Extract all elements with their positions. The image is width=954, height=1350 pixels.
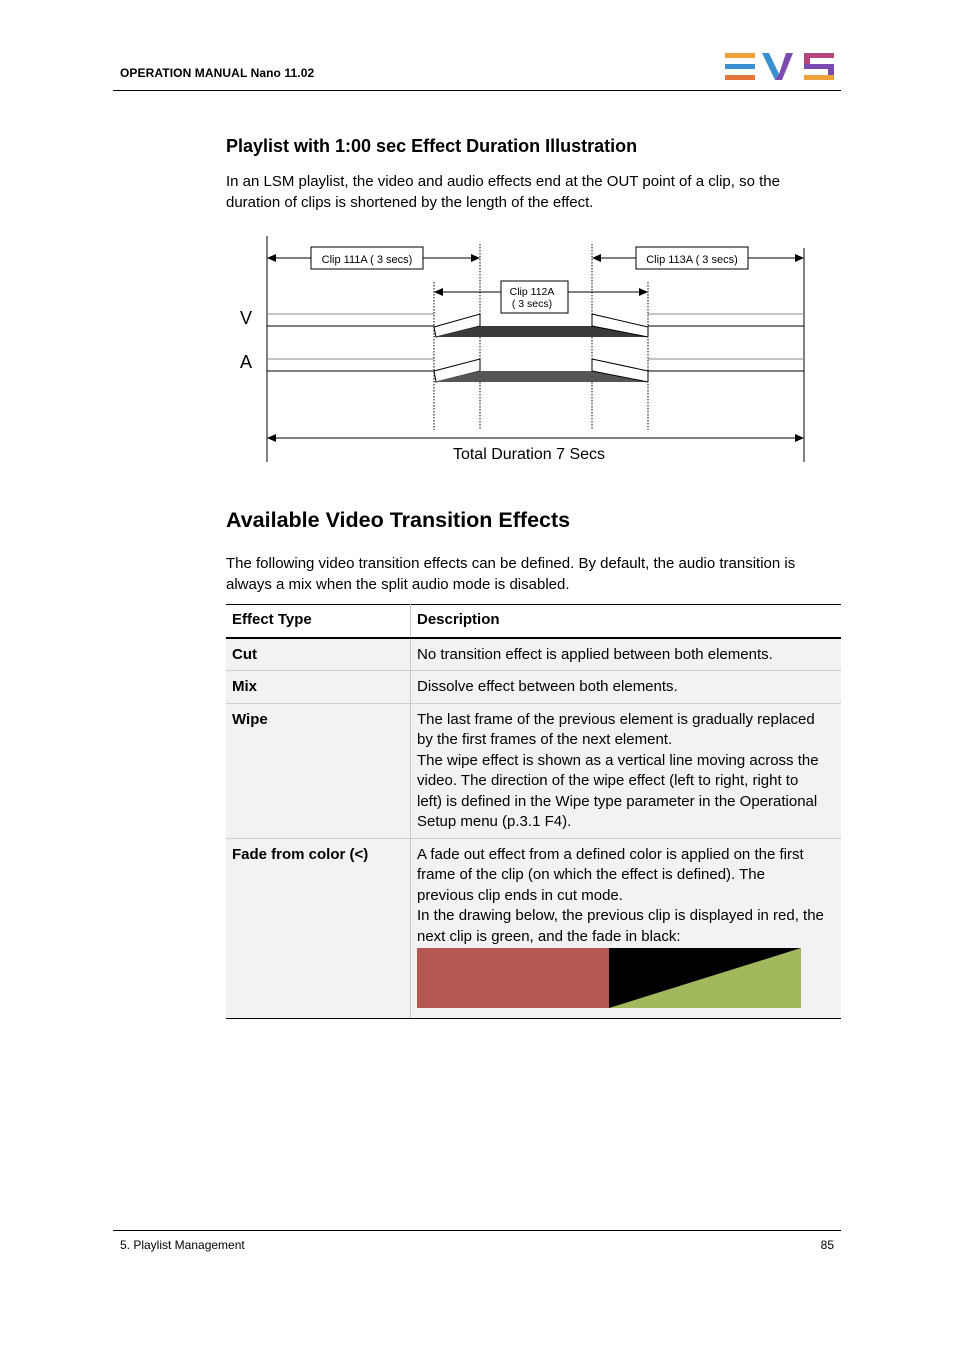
- paragraph-line: In an LSM playlist, the video and audio effects end at the OUT point of a clip, so the: [226, 173, 780, 190]
- effect-type-cell: Fade from color (<): [226, 838, 411, 1019]
- evs-logo: [724, 52, 836, 82]
- description-cell: [411, 671, 842, 704]
- logo-v-right: [775, 53, 793, 80]
- effect-duration-diagram: [236, 234, 810, 466]
- effects-table: [226, 604, 841, 1019]
- table-row: [226, 703, 841, 838]
- footer-page-number: 85: [820, 1238, 834, 1252]
- track-label-v: V: [240, 308, 253, 328]
- description-line: A fade out effect from a defined color is applied on the first: [417, 845, 804, 863]
- footer-rule: [113, 1230, 841, 1231]
- description-cell: [411, 638, 842, 671]
- clip-113a-label: Clip 113A ( 3 secs): [646, 254, 738, 266]
- description-line: Setup menu (p.3.1 F4).: [417, 813, 572, 830]
- description-line: The last frame of the previous element is gradually replaced: [417, 710, 815, 728]
- effect-type-cell: Mix: [226, 671, 411, 704]
- logo-s-bottom: [804, 75, 834, 80]
- manual-header-title: OPERATION MANUAL Nano 11.02: [120, 66, 315, 80]
- clip-112a-label-line2: ( 3 secs): [511, 298, 553, 310]
- description-line: previous clip ends in cut mode.: [417, 886, 623, 904]
- description-cell: [411, 703, 842, 838]
- paragraph-line: duration of clips is shortened by the length of the effect.: [226, 193, 594, 211]
- header-rule: [113, 90, 841, 91]
- footer-section-name: 5. Playlist Management: [120, 1238, 245, 1252]
- column-header-description: Description: [411, 605, 842, 638]
- intro-paragraph: [226, 172, 826, 213]
- total-duration-label: Total Duration 7 Secs: [452, 446, 606, 463]
- clip-112a-label-line1: Clip 112A: [509, 286, 555, 298]
- logo-e-bar-mid: [725, 64, 755, 69]
- transition-intro-paragraph: [226, 554, 836, 595]
- table-row: [226, 671, 841, 704]
- description-line: video. The direction of the wipe effect (left to right, right to: [417, 772, 799, 789]
- section-title-transition-effects: Available Video Transition Effects: [226, 508, 571, 532]
- paragraph-line: The following video transition effects can be defined. By default, the audio transition is: [226, 555, 796, 572]
- description-cell: [411, 838, 842, 1019]
- description-line: by the first frames of the next element.: [417, 731, 673, 748]
- description-line: frame of the clip (on which the effect is defined). The: [417, 866, 765, 883]
- description-line: In the drawing below, the previous clip is displayed in red, the: [417, 907, 824, 924]
- logo-e-bar-top: [725, 53, 755, 58]
- table-row: [226, 638, 841, 671]
- logo-e-bar-bottom: [725, 75, 755, 80]
- clip-111a-label: Clip 111A ( 3 secs): [321, 254, 413, 266]
- description-line: next clip is green, and the fade in black:: [417, 927, 681, 945]
- table-row: [226, 838, 841, 1019]
- logo-v-left: [762, 53, 779, 80]
- section-title-effect-duration: Playlist with 1:00 sec Effect Duration Illustration: [226, 136, 638, 156]
- effect-type-cell: Cut: [226, 638, 411, 671]
- effect-type-cell: Wipe: [226, 703, 411, 838]
- fade-from-color-illustration: [417, 948, 801, 1008]
- paragraph-line: always a mix when the split audio mode is disabled.: [226, 575, 570, 593]
- table-header-row: [226, 605, 841, 638]
- previous-clip-red-block: [417, 948, 609, 1008]
- track-label-a: A: [240, 352, 253, 372]
- description-line: left) is defined in the Wipe type parameter in the Operational: [417, 792, 818, 810]
- column-header-effect-type: Effect Type: [226, 605, 411, 638]
- description-line: Dissolve effect between both elements.: [417, 678, 678, 695]
- description-line: The wipe effect is shown as a vertical line moving across the: [417, 751, 819, 769]
- description-line: No transition effect is applied between both elements.: [417, 645, 773, 663]
